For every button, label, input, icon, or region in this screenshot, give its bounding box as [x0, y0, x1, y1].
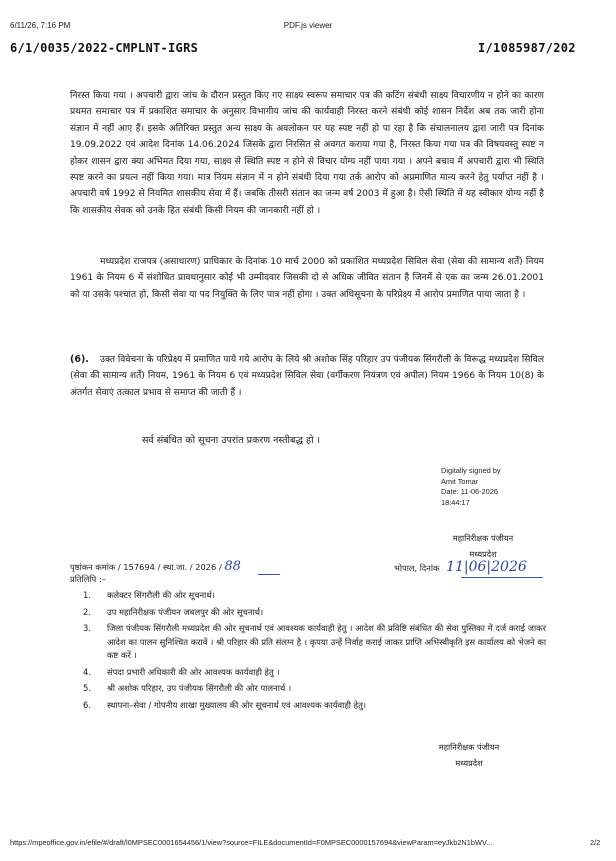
- inward-reference-number: I/1085987/202: [478, 41, 576, 55]
- signatory-designation-footer: [404, 739, 534, 771]
- place-date-label: भोपाल, दिनांक: [394, 563, 440, 573]
- closing-line: सर्व संबंधित को सूचना उपरांत प्रकरण नस्तीबद्ध हो ।: [142, 435, 321, 446]
- signatory-designation: [418, 530, 548, 562]
- print-timestamp: 6/11/26, 7:16 PM: [10, 21, 71, 30]
- copy-to-list: [70, 589, 546, 716]
- place-date: [394, 559, 527, 575]
- paragraph-number: (6).: [70, 354, 89, 365]
- designation-title: महानिरीक्षक पंजीयन: [452, 533, 514, 543]
- page-url[interactable]: https://mpeoffice.gov.in/efile/#/draft/l0MPSEC0001654456/1/view?source=FILE&documentId=F0MPSEC0000157694&viewParam=eyJkb2N1bWV...: [10, 838, 493, 847]
- paragraph-order: उक्त विवेचना के परिप्रेक्ष्य में प्रमाणित पाये गये आरोप के लिये श्री अशोक सिंह परिहार उप पंजीयक सिंगरौली के विरूद्ध मध्यप्रदेश सिविल (सेवा की सामान्य शर्तें) नियम, 1961 के नियम 6 एवं मध्यप्रदेश सिविल सेवा (वर्गीकरण नियंत्रण एवं अपील) नियम 1966 के नियम 10(8) के अंतर्गत सेवाएं तत्काल प्रभाव से समाप्त की जाती हैं ।: [70, 355, 544, 398]
- handwriting-underline: [258, 574, 280, 575]
- handwritten-date: 11|06|2026: [446, 559, 527, 575]
- copy-to-heading: प्रतिलिपि :–: [70, 574, 106, 584]
- designation-state: मध्यप्रदेश: [469, 549, 497, 559]
- signature-date: Date: 11-06-2026: [441, 487, 498, 496]
- viewer-title: PDF.js viewer: [283, 21, 333, 30]
- paragraph-findings: निरस्त किया गया । अपचारी द्वारा जांच के दौरान प्रस्तुत किए गए साक्ष्य स्वरूप समाचार पत्र की कटिंग संबंधी साक्ष्य विचारणीय न होने का कारण प्रथमत समाचार पत्र में प्रकाशित समाचार के अनुसार विभागीय जांच की कार्यवाही निरस्त करने संबंधी कोई शासन निर्देश अब तक जारी होना संज्ञान में नहीं आए हैं। इसके अतिरिक्त प्रस्तुत अन्य साक्ष्य के अवलोकन पर यह स्पष्ट नहीं हो पा रहा है कि संचालनालय द्वारा जारी पत्र दिनांक 19.09.2022 एवं आदेश दिनांक 14.06.2024 जिसके द्वारा निरसित से अवगत कराया गया है, निरस्त किया गया पत्र की विषयवस्तु स्पष्ट न होकर शासन द्वारा क्या अभिमत दिया गया, साक्ष्य से स्थिति स्पष्ट न होने से विचार योग्य नहीं पाया गया । अपने बचाव में अपचारी द्वारा भी स्थिति स्पष्ट करने का प्रयत्न नहीं किया गया। मात्र नियम संज्ञान में न होने संबंधी दिया गया तर्क आरोप को अप्रमाणित मान्य करने हेतु पर्याप्त नहीं है । अपचारी वर्ष 1992 से नियमित शासकीय सेवा में हैं। जबकि तीसरी संतान का जन्म वर्ष 2003 में हुआ है। ऐसी स्थिति में यह स्वीकार योग्य नहीं है कि शासकीय सेवक को उनके हित संबंधी किसी नियम की जानकारी नहीं हो ।: [70, 91, 544, 216]
- list-item: 2. उप महानिरीक्षक पंजीयन जबलपुर की ओर सूचनार्थ।: [83, 606, 264, 617]
- endorsement-number: [70, 559, 241, 574]
- designation-title: महानिरीक्षक पंजीयन: [438, 742, 500, 752]
- signature-time: 18:44:17: [441, 497, 470, 507]
- signature-line: Digitally signed by: [441, 466, 501, 475]
- signature-signer: Amit Tomar: [441, 476, 479, 486]
- endorsement-prefix: पृष्ठांकन कमांक / 157694 / स्था.जा. / 2026 /: [70, 562, 222, 572]
- paragraph-rule-reference: मध्यप्रदेश राजपत्र (असाधारण) प्राधिकार के दिनांक 10 मार्च 2000 को प्रकाशित मध्यप्रदेश सिविल सेवा (सेवा की सामान्य शर्तें) नियम 1961 के नियम 6 में संशोधित प्रावधानुसार कोई भी उम्मीदवार जिसकी दो से अधिक जीवित संतान है जिनमें से एक का जन्म 26.01.2001 को या उसके पश्चात हो, किसी सेवा या पद नियुक्ति के लिए पात्र नहीं होगा । उक्त अधिसूचना के परिप्रेक्ष्य में आरोप प्रमाणित पाया जाता है ।: [70, 257, 544, 300]
- file-reference-number: 6/1/0035/2022-CMPLNT-IGRS: [10, 41, 199, 55]
- handwritten-dispatch-number: 88: [224, 559, 241, 574]
- digital-signature-block: [441, 466, 501, 508]
- designation-state: मध्यप्रदेश: [455, 758, 483, 768]
- page-number: 2/2: [590, 838, 601, 847]
- list-item: 3. जिला पंजीयक सिंगरौली मध्यप्रदेश की ओर सूचनार्थ एवं आवश्यक कार्यवाही हेतु । आदेश की प्रविष्टि संबंधित की सेवा पुस्तिका में दर्ज कराई जाकर आदेश का पालन सुनिश्चित करावें । श्री परिहार की प्रति संलग्न है । कृपया उन्हें निर्वाह कराई जाकर प्राप्ति अभिस्वीकृति इस कार्यालय को भेजने का कष्ट करें ।: [83, 623, 546, 660]
- handwriting-underline: [461, 577, 543, 578]
- list-item: 6. स्थापना–सेवा / गोपनीय शाखा मुख्यालय की ओर सूचनार्थ एवं आवश्यक कार्यवाही हेतु।: [83, 699, 367, 710]
- list-item: 1. कलेक्टर सिंगरौली की ओर सूचनार्थ।: [83, 590, 215, 600]
- list-item: 5. श्री अशोक परिहार, उप पंजीयक सिंगरौली की ओर पालनार्थ ।: [83, 683, 292, 694]
- list-item: 4. संपदा प्रभारी अधिकारी की ओर आवश्यक कार्यवाही हेतु ।: [83, 666, 280, 677]
